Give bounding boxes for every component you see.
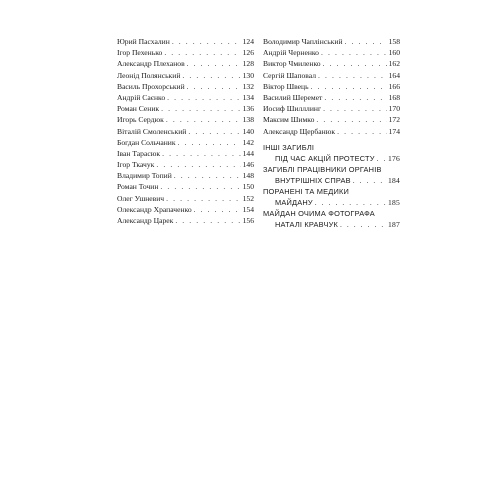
toc-entry-name: Олександр Храпаченко xyxy=(117,204,192,214)
toc-entry xyxy=(263,114,400,125)
toc-entry-page: 166 xyxy=(388,81,400,91)
leader-dots xyxy=(194,204,241,215)
toc-entry-name: Андрій Саєнко xyxy=(117,92,166,102)
toc-entry xyxy=(117,215,254,226)
toc-entry-name: Андрій Черненко xyxy=(263,48,319,58)
toc-entry xyxy=(117,137,254,148)
toc-entry-page: 174 xyxy=(388,126,400,136)
toc-entry xyxy=(263,126,400,137)
toc-entry-page: 148 xyxy=(242,171,254,181)
leader-dots xyxy=(178,137,241,148)
toc-entry-name: Максим Шимко xyxy=(263,115,315,125)
toc-entry xyxy=(263,70,400,81)
toc-entry-name: Віталій Смоленський xyxy=(117,126,187,136)
section-page: 185 xyxy=(388,197,400,207)
toc-entry-name: Володимир Чаплінський xyxy=(263,37,343,46)
section-subtitle: ПІД ЧАС АКЦІЙ ПРОТЕСТУ xyxy=(275,153,375,163)
toc-entry-page: 144 xyxy=(242,148,254,158)
toc-entry-page: 138 xyxy=(242,115,254,125)
toc-entry-name: Олег Ушневич xyxy=(117,193,165,203)
toc-section-photographer xyxy=(263,208,400,230)
toc-entry xyxy=(117,58,254,69)
leader-dots xyxy=(315,197,386,208)
section-page: 187 xyxy=(388,219,400,229)
leader-dots xyxy=(187,81,241,92)
leader-dots xyxy=(316,114,386,125)
toc-entry-page: 130 xyxy=(242,70,254,80)
leader-dots xyxy=(156,159,240,170)
leader-dots xyxy=(161,103,240,114)
section-title: ІНШІ ЗАГИБЛІ xyxy=(263,142,315,152)
toc-entry-page: 170 xyxy=(388,104,400,114)
toc-entry xyxy=(263,36,400,47)
toc-entry-name: Виктор Чмиленко xyxy=(263,59,321,69)
leader-dots xyxy=(174,170,241,181)
toc-entry-page: 152 xyxy=(242,193,254,203)
leader-dots xyxy=(166,193,240,204)
section-title: ПОРАНЕНІ ТА МЕДИКИ xyxy=(263,186,350,196)
leader-dots xyxy=(323,58,387,69)
toc-entry xyxy=(263,47,400,58)
toc-entry xyxy=(117,193,254,204)
toc-entry-page: 168 xyxy=(388,92,400,102)
toc-entry-name: Віктор Швець xyxy=(263,81,309,91)
toc-entry-page: 146 xyxy=(242,160,254,170)
section-title: ЗАГИБЛІ ПРАЦІВНИКИ ОРГАНІВ xyxy=(263,164,382,174)
toc-entry-name: Сергій Шаповал xyxy=(263,70,317,80)
toc-entry-page: 164 xyxy=(388,70,400,80)
leader-dots xyxy=(345,36,387,47)
section-page: 176 xyxy=(388,153,400,163)
leader-dots xyxy=(164,47,240,58)
toc-section-other-victims xyxy=(263,142,400,164)
leader-dots xyxy=(321,47,387,58)
toc-entry-name: Роман Точин xyxy=(117,182,159,192)
toc-entry xyxy=(117,81,254,92)
section-title: МАЙДАН ОЧИМА ФОТОГРАФА xyxy=(263,208,375,218)
toc-section-police-victims xyxy=(263,164,400,186)
toc-entry-page: 158 xyxy=(388,37,400,46)
section-subtitle: НАТАЛІ КРАВЧУК xyxy=(275,219,338,229)
toc-entry-page: 126 xyxy=(242,48,254,58)
toc-entry xyxy=(117,159,254,170)
toc-entry-page: 128 xyxy=(242,59,254,69)
leader-dots xyxy=(172,36,241,47)
leader-dots xyxy=(323,103,387,114)
leader-dots xyxy=(167,92,240,103)
toc-entry xyxy=(117,92,254,103)
toc-entry xyxy=(117,204,254,215)
toc-entry xyxy=(263,92,400,103)
toc-entry-name: Александр Щербанюк xyxy=(263,126,336,136)
toc-entry-name: Игорь Сердюк xyxy=(117,115,164,125)
leader-dots xyxy=(340,219,386,230)
leader-dots xyxy=(324,92,386,103)
leader-dots xyxy=(160,181,240,192)
toc-entry xyxy=(117,181,254,192)
toc-entry-name: Владимир Топий xyxy=(117,171,172,181)
toc-entry-name: Леонід Полянський xyxy=(117,70,181,80)
toc-entry xyxy=(263,103,400,114)
toc-left-column xyxy=(117,36,254,226)
leader-dots xyxy=(175,215,240,226)
leader-dots xyxy=(353,175,386,186)
leader-dots xyxy=(182,70,240,81)
leader-dots xyxy=(311,81,387,92)
toc-section-wounded-medics xyxy=(263,186,400,208)
toc-entry-page: 140 xyxy=(242,126,254,136)
toc-entry-name: Александр Плеханов xyxy=(117,59,185,69)
toc-entry-name: Юрий Пасхалин xyxy=(117,37,170,46)
toc-entry-page: 134 xyxy=(242,92,254,102)
toc-right-column xyxy=(263,36,400,230)
toc-entry xyxy=(117,103,254,114)
toc-entry xyxy=(117,114,254,125)
toc-entry-page: 162 xyxy=(388,59,400,69)
toc-entry-name: Богдан Сольчаник xyxy=(117,137,176,147)
toc-entry xyxy=(117,47,254,58)
toc-entry-name: Василий Шеремет xyxy=(263,92,323,102)
toc-entry xyxy=(117,70,254,81)
toc-entry-name: Иосиф Шилллинг xyxy=(263,104,322,114)
leader-dots xyxy=(318,70,387,81)
leader-dots xyxy=(188,126,240,137)
leader-dots xyxy=(377,153,386,164)
toc-entry xyxy=(117,148,254,159)
toc-entry-page: 150 xyxy=(242,182,254,192)
toc-entry-name: Іван Тарасюк xyxy=(117,148,161,158)
leader-dots xyxy=(162,148,241,159)
toc-entry-page: 172 xyxy=(388,115,400,125)
toc-entry-page: 142 xyxy=(242,137,254,147)
toc-entry-page: 136 xyxy=(242,104,254,114)
section-subtitle: МАЙДАНУ xyxy=(275,197,313,207)
toc-entry xyxy=(117,126,254,137)
toc-entry-page: 156 xyxy=(242,216,254,225)
toc-entry xyxy=(263,81,400,92)
leader-dots xyxy=(166,114,241,125)
toc-entry xyxy=(117,170,254,181)
toc-entry-name: Александр Царек xyxy=(117,216,174,225)
toc-entry-name: Ігор Ткачук xyxy=(117,160,155,170)
section-page: 184 xyxy=(388,175,400,185)
toc-entry-page: 154 xyxy=(242,204,254,214)
section-subtitle: ВНУТРІШНІХ СПРАВ xyxy=(275,175,351,185)
toc-entry xyxy=(117,36,254,47)
toc-entry-name: Василь Прохорський xyxy=(117,81,185,91)
toc-entry-name: Роман Сеник xyxy=(117,104,160,114)
leader-dots xyxy=(187,58,241,69)
toc-entry-name: Ігор Пехенько xyxy=(117,48,163,58)
toc-entry xyxy=(263,58,400,69)
toc-entry-page: 132 xyxy=(242,81,254,91)
toc-entry-page: 160 xyxy=(388,48,400,58)
toc-entry-page: 124 xyxy=(242,37,254,46)
leader-dots xyxy=(337,126,387,137)
